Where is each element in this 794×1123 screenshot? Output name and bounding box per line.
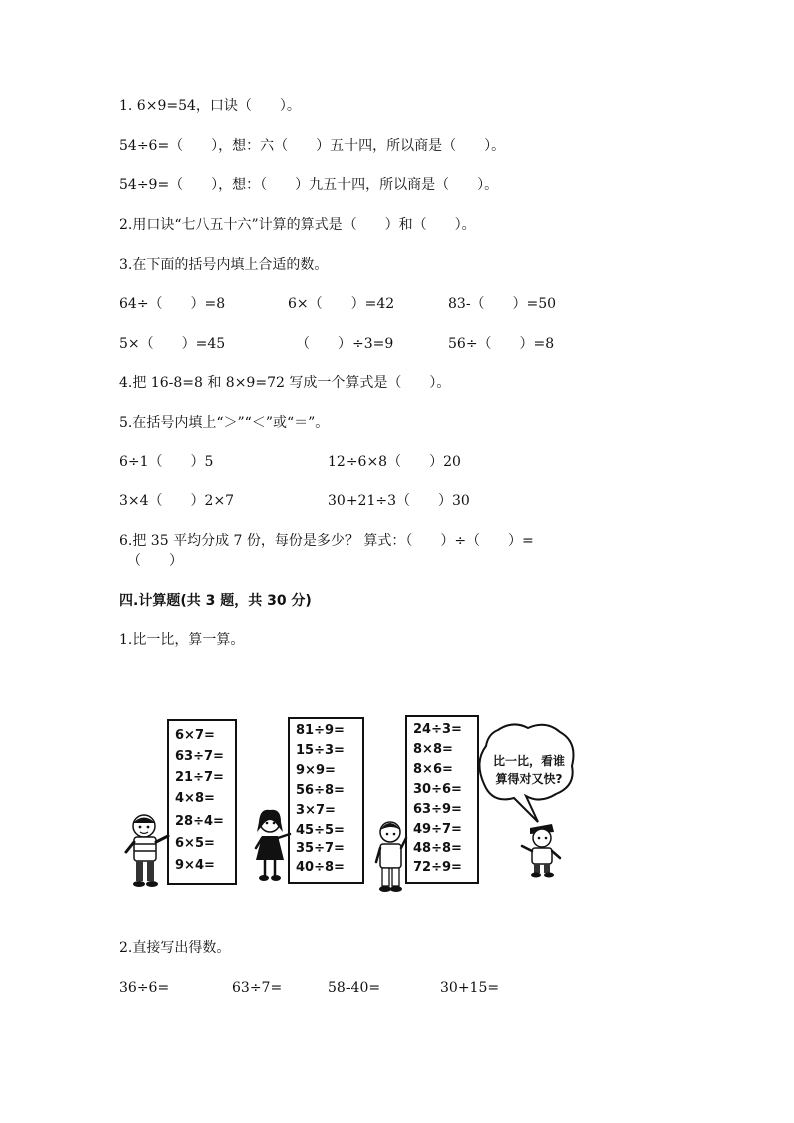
board3-eq: 72÷9= — [413, 860, 462, 875]
board-3 — [405, 715, 479, 884]
board3-eq: 49÷7= — [413, 822, 462, 837]
board2-eq: 3×7= — [296, 803, 336, 818]
board1-eq: 4×8= — [175, 791, 215, 806]
board-1 — [167, 719, 237, 885]
q3-r2-c2: （ ）÷3=9 — [296, 336, 394, 352]
section4-item1: 1.比一比，算一算。 — [119, 632, 245, 648]
q5-r2-c1: 3×4（ ）2×7 — [119, 493, 235, 509]
direct-eq-4: 30+15= — [440, 980, 500, 996]
q2-text: 2.用口诀“七八五十六”计算的算式是（ ）和（ ）。 — [119, 217, 476, 233]
board1-eq: 6×7= — [175, 728, 215, 743]
q5-r1-c2: 12÷6×8（ ）20 — [328, 454, 461, 470]
speech-bubble-text — [483, 752, 575, 788]
board2-eq: 9×9= — [296, 763, 336, 778]
board2-eq: 15÷3= — [296, 743, 345, 758]
q4-text: 4.把 16-8=8 和 8×9=72 写成一个算式是（ ）。 — [119, 375, 451, 391]
q5-r1-c1: 6÷1（ ）5 — [119, 454, 214, 470]
q6-line2: （ ） — [127, 553, 183, 569]
board2-eq: 35÷7= — [296, 841, 345, 856]
q6-line1: 6.把 35 平均分成 7 份，每份是多少？ 算式：（ ）÷（ ）= — [119, 533, 534, 549]
boy-figure-middle — [372, 818, 412, 894]
board3-eq: 30÷6= — [413, 782, 462, 797]
direct-eq-2: 63÷7= — [232, 980, 283, 996]
q1-line2: 54÷6=（ ），想：六（ ）五十四，所以商是（ ）。 — [119, 138, 506, 154]
section4-item2: 2.直接写出得数。 — [119, 940, 231, 956]
board3-eq: 63÷9= — [413, 802, 462, 817]
girl-figure — [250, 808, 294, 884]
board-2 — [288, 717, 364, 884]
bubble-line-1: 比一比，看谁 — [492, 754, 565, 768]
q3-r2-c1: 5×（ ）=45 — [119, 336, 226, 352]
board1-eq: 6×5= — [175, 836, 215, 851]
boy-figure-left — [122, 812, 172, 890]
board1-eq: 21÷7= — [175, 770, 224, 785]
board3-eq: 48÷8= — [413, 841, 462, 856]
q1-line3: 54÷9=（ ），想：（ ）九五十四，所以商是（ ）。 — [119, 177, 499, 193]
q3-r1-c2: 6×（ ）=42 — [288, 296, 395, 312]
board1-eq: 28÷4= — [175, 814, 224, 829]
board2-eq: 45÷5= — [296, 823, 345, 838]
q3-r1-c1: 64÷（ ）=8 — [119, 296, 226, 312]
board2-eq: 40÷8= — [296, 860, 345, 875]
q3-r1-c3: 83-（ ）=50 — [448, 296, 557, 312]
q1-line1: 1. 6×9=54，口诀（ ）。 — [119, 98, 301, 114]
board2-eq: 81÷9= — [296, 723, 345, 738]
direct-eq-1: 36÷6= — [119, 980, 170, 996]
q3-r2-c3: 56÷（ ）=8 — [448, 336, 555, 352]
q5-prompt: 5.在括号内填上“＞”“＜”或“＝”。 — [119, 415, 330, 431]
section4-heading: 四.计算题(共 3 题，共 30 分) — [119, 593, 312, 609]
board2-eq: 56÷8= — [296, 783, 345, 798]
board3-eq: 8×6= — [413, 762, 453, 777]
board1-eq: 9×4= — [175, 858, 215, 873]
bubble-line-2: 算得对又快? — [495, 772, 563, 786]
board3-eq: 24÷3= — [413, 722, 462, 737]
boy-figure-cap — [518, 818, 564, 878]
direct-eq-3: 58-40= — [328, 980, 381, 996]
q3-prompt: 3.在下面的括号内填上合适的数。 — [119, 257, 329, 273]
board1-eq: 63÷7= — [175, 749, 224, 764]
board3-eq: 8×8= — [413, 742, 453, 757]
q5-r2-c2: 30+21÷3（ ）30 — [328, 493, 470, 509]
